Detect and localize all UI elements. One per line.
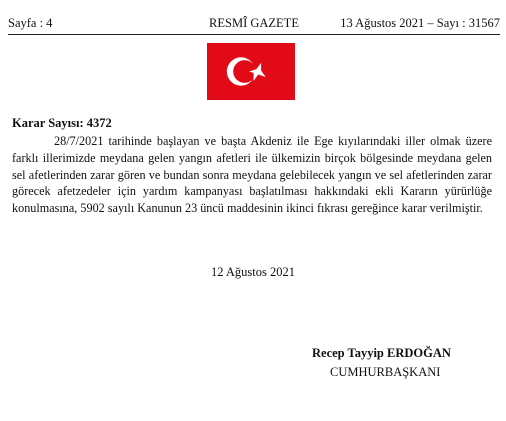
page-number: Sayfa : 4 xyxy=(8,16,53,30)
header-divider xyxy=(8,34,500,35)
page-header xyxy=(8,15,500,32)
turkish-flag-icon xyxy=(207,43,295,100)
publication-title: RESMÎ GAZETE xyxy=(209,16,299,30)
decision-number: Karar Sayısı: 4372 xyxy=(12,116,112,130)
issue-date-number: 13 Ağustos 2021 – Sayı : 31567 xyxy=(340,16,500,30)
signatory-title: CUMHURBAŞKANI xyxy=(330,365,441,379)
decision-date: 12 Ağustos 2021 xyxy=(210,265,296,279)
signatory-name: Recep Tayyip ERDOĞAN xyxy=(312,346,451,360)
decision-body: 28/7/2021 tarihinde başlayan ve başta Akdeniz ile Ege kıyılarındaki iller olmak üzere farklı illerimizde meydana gelen yangın afetleri ile ülkemizin birçok bölgesinde meydana gelen sel afetlerinden zarar gören ve bundan sonra meydana gelebilecek yangın ve sel afetlerinden zarar görecek afetzedeler için yardım kampanyası başlatılması hakkındaki ekli Kararın yürürlüğe konulmasına, 5902 sayılı Kanunun 23 üncü maddesinin ikinci fıkrası gereğince karar verilmiştir. xyxy=(12,134,492,216)
